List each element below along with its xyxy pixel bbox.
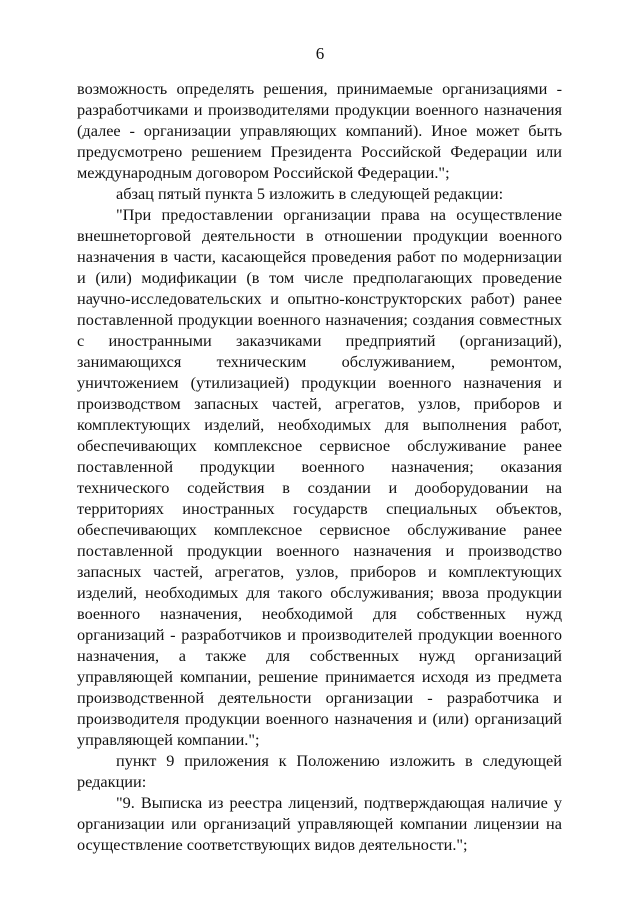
page-number: 6: [315, 44, 325, 63]
paragraph-appendix-intro: пункт 9 приложения к Положению изложить в следующей редакции:: [77, 751, 562, 791]
paragraph-appendix-text: "9. Выписка из реестра лицензий, подтверждающая наличие у организации или организаций управляющей компании лицензии на осуществление соответствующих видов деятельности.";: [77, 793, 562, 854]
paragraph-continuation: возможность определять решения, принимаемые организациями - разработчиками и производителями продукции военного назначения (далее - организации управляющих компаний). Иное может быть предусмотрено решением Президента Российской Федерации или международным договором Российской Федерации.";: [77, 79, 562, 182]
paragraph-amendment-intro: абзац пятый пункта 5 изложить в следующей редакции:: [116, 184, 504, 203]
document-body: [77, 78, 562, 855]
paragraph-amendment-text: "При предоставлении организации права на осуществление внешнеторговой деятельности в отношении продукции военного назначения в части, касающейся проведения работ по модернизации и (или) модификации (в том числе предполагающих проведение научно-исследовательских и опытно-конструкторских работ) ранее поставленной продукции военного назначения; создания совместных с иностранными заказчиками предприятий (организаций), занимающихся техническим обслуживанием, ремонтом, уничтожением (утилизацией) продукции военного назначения и производством запасных частей, агрегатов, узлов, приборов и комплектующих изделий, необходимых для выполнения работ, обеспечивающих комплексное сервисное обслуживание ранее поставленной продукции военного назначения; оказания технического содействия в создании и дооборудовании на территориях иностранных государств специальных объектов, обеспечивающих комплексное сервисное обслуживание ранее поставленной продукции военного назначения и производство запасных частей, агрегатов, узлов, приборов и комплектующих изделий, необходимых для такого обслуживания; ввоза продукции военного назначения, необходимой для собственных нужд организаций - разработчиков и производителей продукции военного назначения, а также для собственных нужд организаций управляющей компании, решение принимается исходя из предмета производственной деятельности организации - разработчика и производителя продукции военного назначения и (или) организаций управляющей компании.";: [77, 205, 562, 749]
